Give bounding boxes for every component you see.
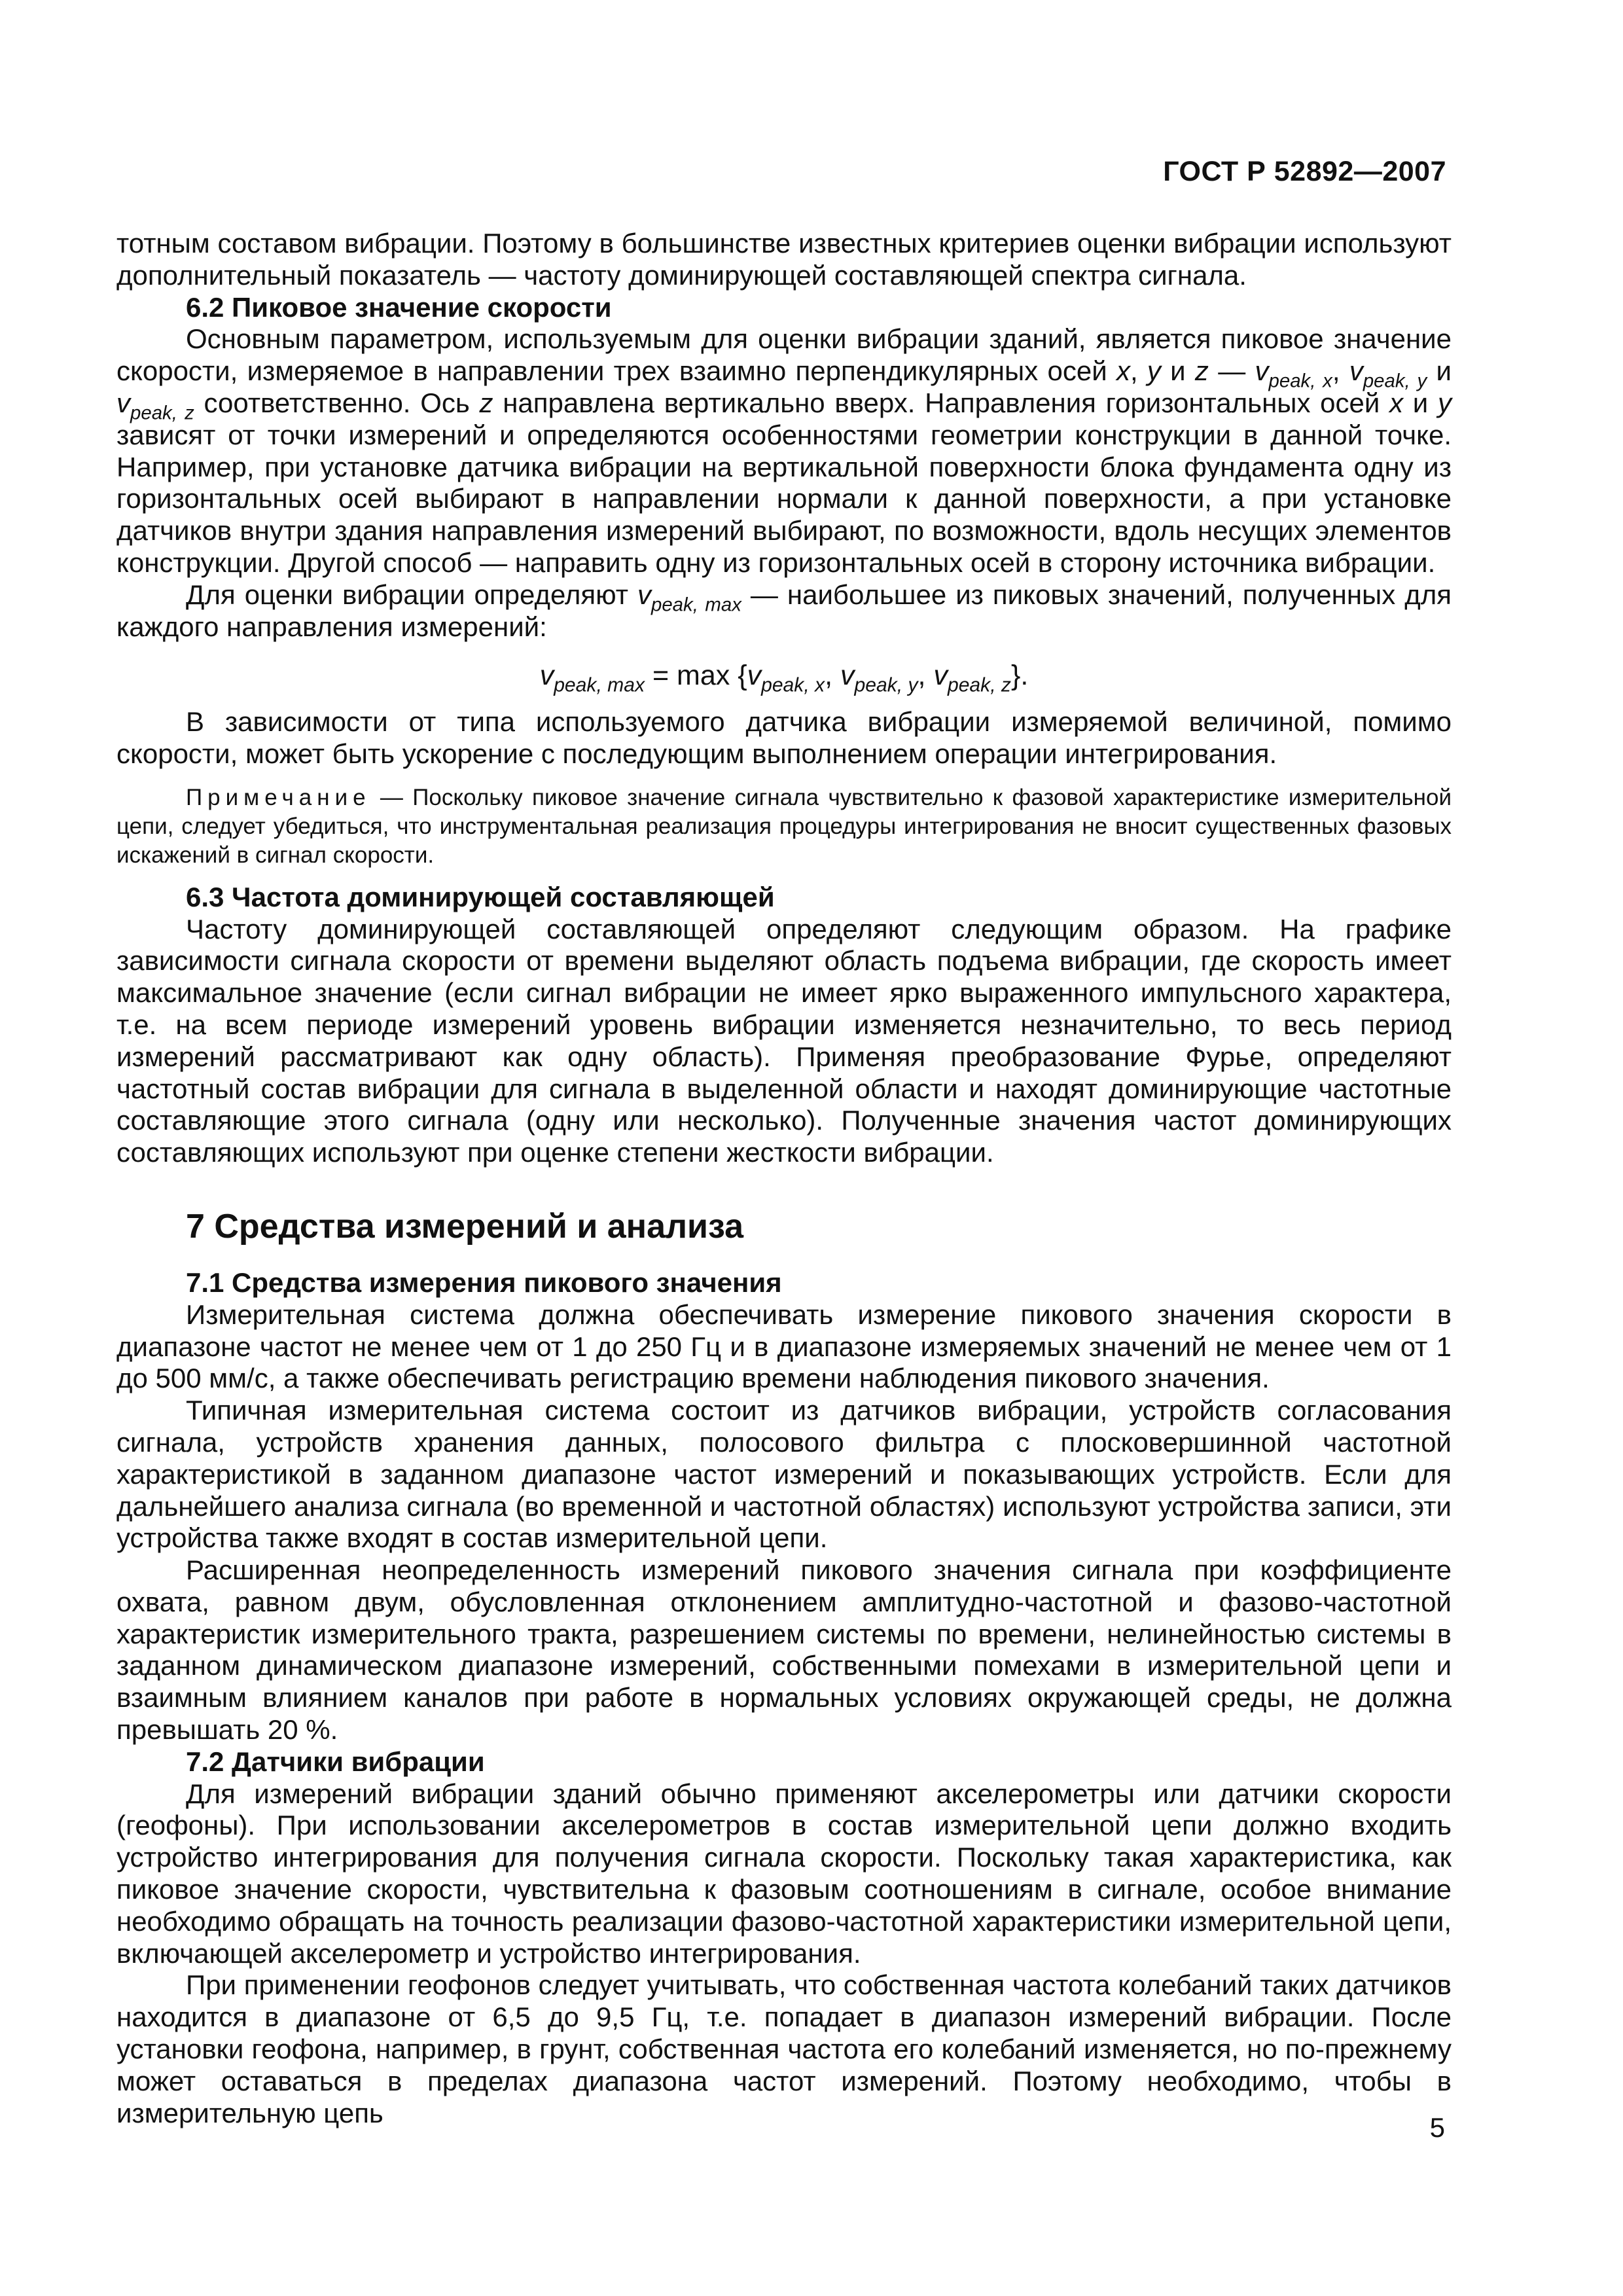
section-6-3-paragraph: Частоту доминирующей составляющей определяют следующим образом. На графике зависимости сигнала скорости от времени выделяют область подъема вибрации, где скорость имеет максимальное значение (если сигнал вибрации не имеет ярко выраженного импульсного характера, т.е. на всем периоде измерений уровень вибрации изменяется незначительно, то весь период измерений рассматривают как одну область). Применяя преобразование Фурье, определяют частотный состав вибрации для сигнала в выделенной области и находят доминирующие частотные составляющие этого сигнала (одну или несколько). Полученные значения частот доминирующих составляющих используют при оценке степени жесткости вибрации. bbox=[116, 913, 1452, 1168]
section-7-1-heading: 7.1 Средства измерения пикового значения bbox=[186, 1266, 782, 1298]
page-body bbox=[116, 228, 1452, 2129]
section-7-1-paragraph-3: Расширенная неопределенность измерений пикового значения сигнала при коэффициенте охвата, равном двум, обусловленная отклонением амплитудно-частотной и фазово-частотной характеристик измерительного тракта, разрешением системы по времени, нелинейностью системы в заданном динамическом диапазоне измерений, собственными помехами в измерительной цепи и взаимным влиянием каналов при работе в нормальных условиях окружающей среды, не должна превышать 20 %. bbox=[116, 1554, 1452, 1746]
section-6-2-paragraph-1: Основным параметром, используемым для оценки вибрации зданий, является пиковое значение скорости, измеряемое в направлении трех взаимно перпендикулярных осей x, y и z — $v_{peak, x}$, $v_{peak, y}$ и $v_{peak, z}$ соответственно. Ось z направлена вертикально вверх. Направления горизонтальных осей x и y зависят от точки измерений и определяются особенностями геометрии конструкции в данной точке. Например, при установке датчика вибрации на вертикальной поверхности блока фундамента одну из горизонтальных осей выбирают в направлении нормали к данной поверхности, а при установке датчиков внутри здания направления измерений выбирают, по возможности, вдоль несущих элементов конструкции. Другой способ — направить одну из горизонтальных осей в сторону источника вибрации. bbox=[116, 323, 1452, 578]
section-7-heading: 7 Средства измерений и анализа bbox=[186, 1207, 744, 1246]
standard-header: ГОСТ Р 52892—2007 bbox=[1163, 156, 1446, 187]
section-6-3-heading: 6.3 Частота доминирующей составляющей bbox=[186, 881, 775, 912]
note-paragraph: Примечание — Поскольку пиковое значение сигнала чувствительно к фазовой характеристике измерительной цепи, следует убедиться, что инструментальная реализация процедуры интегрирования не вносит существенных фазовых искажений в сигнал скорости. bbox=[116, 784, 1452, 868]
section-7-2-heading: 7.2 Датчики вибрации bbox=[186, 1746, 485, 1777]
section-6-2-heading: 6.2 Пиковое значение скорости bbox=[186, 291, 612, 323]
section-7-2-paragraph-1: Для измерений вибрации зданий обычно применяют акселерометры или датчики скорости (геофоны). При использовании акселерометров в состав измерительной цепи должно входить устройство интегрирования для получения сигнала скорости. Поскольку такая характеристика, как пиковое значение скорости, чувствительна к фазовым соотношениям в сигнале, особое внимание необходимо обращать на точность реализации фазово-частотной характеристики измерительной цепи, включающей акселерометр и устройство интегрирования. bbox=[116, 1778, 1452, 1969]
section-6-2-paragraph-2: Для оценки вибрации определяют $v_{peak, max}$ — наибольшее из пиковых значений, полученных для каждого направления измерений: bbox=[116, 579, 1452, 642]
peak-max-formula: $v_{peak, max} = \max \{v_{peak, x}$, $v_{peak, y}$, $v_{peak, z}$}. bbox=[539, 660, 1029, 696]
intro-paragraph: тотным составом вибрации. Поэтому в большинстве известных критериев оценки вибрации используют дополнительный показатель — частоту доминирующей составляющей спектра сигнала. bbox=[116, 228, 1452, 291]
page-number: 5 bbox=[1429, 2112, 1445, 2143]
section-6-2-paragraph-3: В зависимости от типа используемого датчика вибрации измеряемой величиной, помимо скорости, может быть ускорение с последующим выполнением операции интегрирования. bbox=[116, 706, 1452, 769]
section-7-2-paragraph-2: При применении геофонов следует учитывать, что собственная частота колебаний таких датчиков находится в диапазоне от 6,5 до 9,5 Гц, т.е. попадает в диапазон измерений вибрации. После установки геофона, например, в грунт, собственная частота его колебаний изменяется, но по-прежнему может оставаться в пределах диапазона частот измерений. Поэтому необходимо, чтобы в измерительную цепь bbox=[116, 1969, 1452, 2128]
section-7-1-paragraph-1: Измерительная система должна обеспечивать измерение пикового значения скорости в диапазоне частот не менее чем от 1 до 250 Гц и в диапазоне измеряемых значений не менее чем от 1 до 500 мм/с, а также обеспечивать регистрацию времени наблюдения пикового значения. bbox=[116, 1299, 1452, 1394]
note-label: Примечание bbox=[186, 784, 371, 810]
section-7-1-paragraph-2: Типичная измерительная система состоит из датчиков вибрации, устройств согласования сигнала, устройств хранения данных, полосового фильтра с плосковершинной частотной характеристикой в заданном диапазоне частот измерений и показывающих устройств. Если для дальнейшего анализа сигнала (во временной и частотной областях) используют устройства записи, эти устройства также входят в состав измерительной цепи. bbox=[116, 1395, 1452, 1554]
